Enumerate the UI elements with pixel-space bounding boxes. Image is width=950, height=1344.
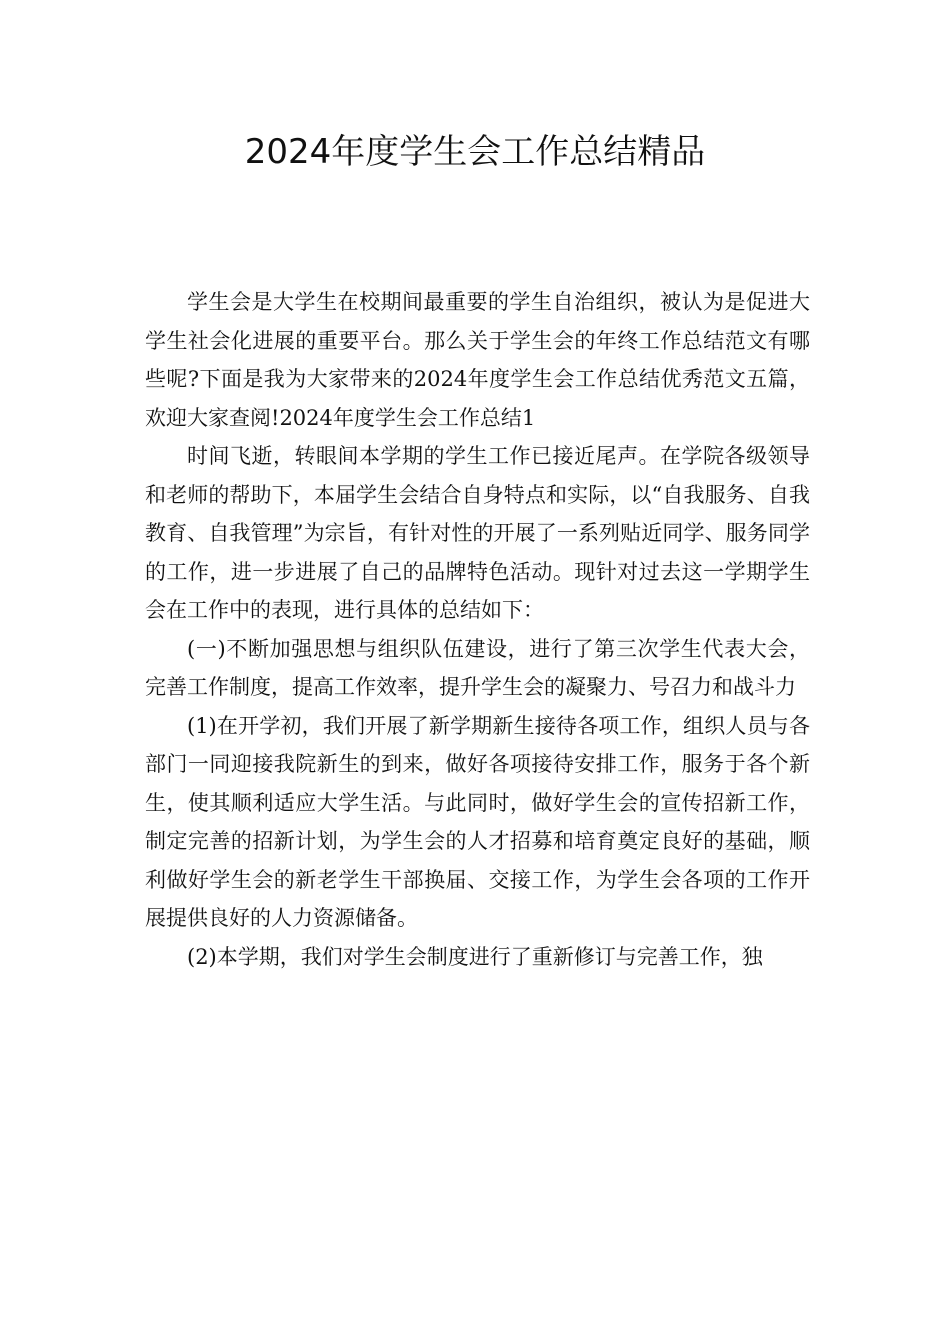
paragraph-item-1: (1)在开学初，我们开展了新学期新生接待各项工作，组织人员与各部门一同迎接我院新生的到来，做好各项接待安排工作，服务于各个新生，使其顺利适应大学生活。与此同时，做好学生会的宣传招新工作，制定完善的招新计划，为学生会的人才招募和培育奠定良好的基础，顺利做好学生会的新老学生干部换届、交接工作，为学生会各项的工作开展提供良好的人力资源储备。 [145, 713, 810, 930]
document-body [145, 283, 810, 976]
paragraph-overview: 时间飞逝，转眼间本学期的学生工作已接近尾声。在学院各级领导和老师的帮助下，本届学生会结合自身特点和实际，以“自我服务、自我教育、自我管理”为宗旨，有针对性的开展了一系列贴近同学、服务同学的工作，进一步进展了自己的品牌特色活动。现针对过去这一学期学生会在工作中的表现，进行具体的总结如下： [145, 444, 810, 622]
paragraph-section-one: (一)不断加强思想与组织队伍建设，进行了第三次学生代表大会，完善工作制度，提高工作效率，提升学生会的凝聚力、号召力和战斗力 [145, 636, 810, 699]
paragraph-intro: 学生会是大学生在校期间最重要的学生自治组织，被认为是促进大学生社会化进展的重要平台。那么关于学生会的年终工作总结范文有哪些呢?下面是我为大家带来的2024年度学生会工作总结优秀范文五篇，欢迎大家查阅!2024年度学生会工作总结1 [145, 290, 810, 430]
document-title: 2024年度学生会工作总结精品 [244, 132, 706, 172]
paragraph-item-2: (2)本学期，我们对学生会制度进行了重新修订与完善工作，独 [187, 944, 763, 969]
